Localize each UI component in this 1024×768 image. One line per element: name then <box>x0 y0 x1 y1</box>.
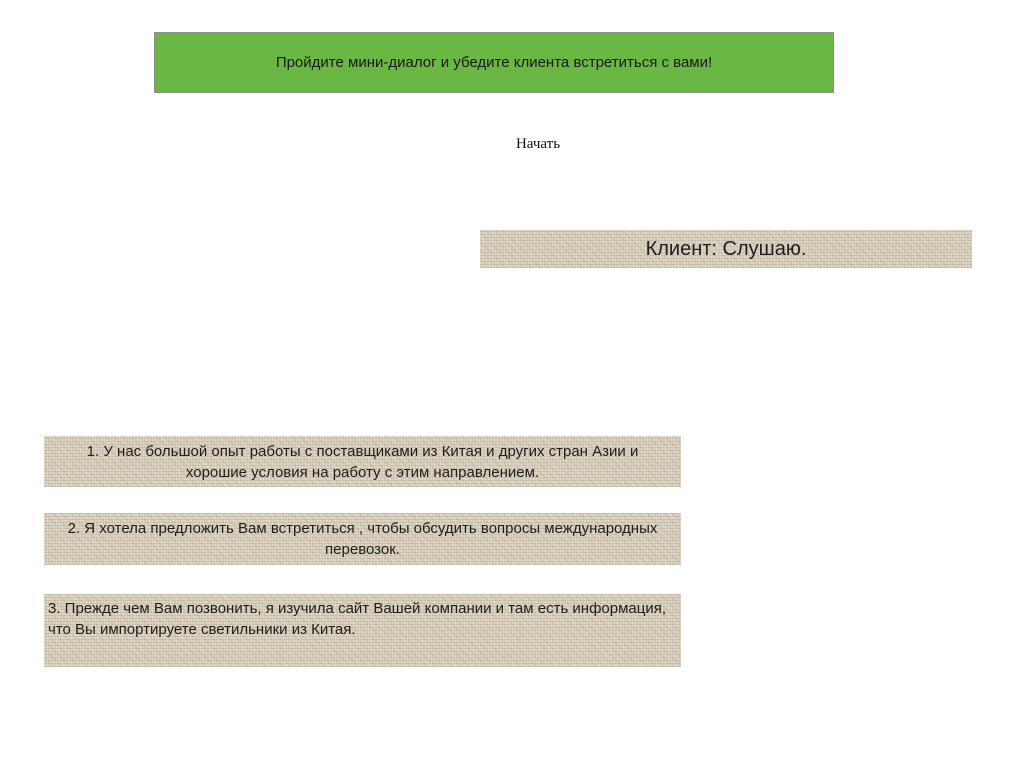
answer-option-3[interactable] <box>44 594 681 667</box>
instruction-text: Пройдите мини-диалог и убедите клиента встретиться с вами! <box>275 54 713 71</box>
answer-option-3-text: 3. Прежде чем Вам позвонить, я изучила сайт Вашей компании и там есть информация, что Вы импортируете светильники из Китая. <box>48 600 667 638</box>
answer-option-1[interactable] <box>44 436 681 487</box>
client-reply-box <box>480 230 972 268</box>
answer-option-2-text: 2. Я хотела предложить Вам встретиться , чтобы обсудить вопросы международных перевозок. <box>67 520 658 558</box>
client-reply-text: Клиент: Слушаю. <box>645 237 807 260</box>
instruction-banner <box>154 32 834 93</box>
answer-option-2[interactable] <box>44 513 681 565</box>
start-button[interactable]: Начать <box>515 136 561 152</box>
answer-option-1-text: 1. У нас большой опыт работы с поставщиками из Китая и других стран Азии и хорошие условия на работу с этим направлением. <box>86 442 639 481</box>
